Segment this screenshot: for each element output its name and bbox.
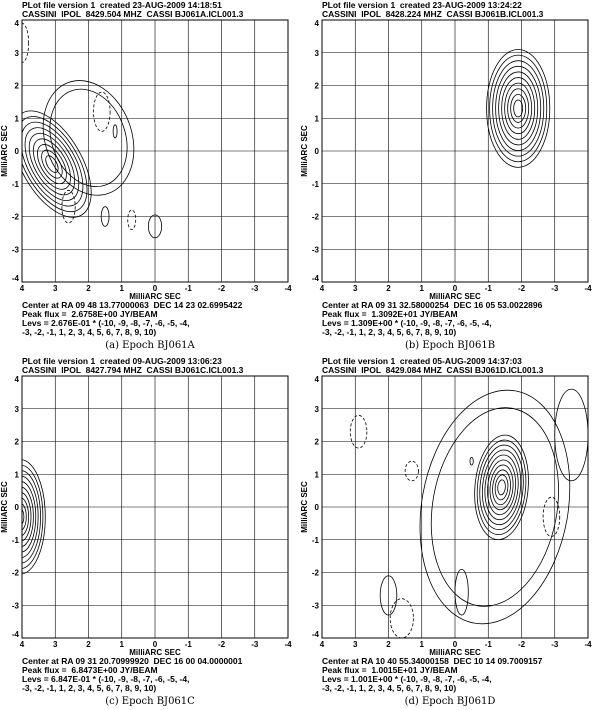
x-tick-label: 0: [152, 284, 158, 293]
plot-header-line2: CASSINI IPOL 8428.224 MHZ CASSI BJ061B.ICL001.3: [322, 9, 544, 19]
x-tick-label: -4: [284, 640, 292, 649]
x-tick-label: 0: [152, 640, 158, 649]
x-tick-label: 1: [419, 284, 424, 293]
contour-plot: [300, 15, 600, 301]
x-axis-label: MilliARC SEC: [429, 292, 481, 301]
x-tick-label: -2: [217, 284, 226, 293]
levels-line2: -3, -2, -1, 1, 2, 3, 4, 5, 6, 7, 8, 9, 10): [322, 327, 457, 337]
levels-line2: -3, -2, -1, 1, 2, 3, 4, 5, 6, 7, 8, 9, 10): [22, 327, 157, 337]
plot-header-line2: CASSINI IPOL 8427.794 MHZ CASSI BJ061C.ICL001.3: [22, 365, 244, 375]
x-tick-label: 0: [452, 284, 458, 293]
center-coords: Center at RA 09 31 32.58000254 DEC 16 05 53.0022896: [322, 300, 543, 310]
x-tick-label: 2: [386, 284, 391, 293]
contour-plot: [0, 371, 300, 657]
x-tick-label: -2: [517, 640, 526, 649]
center-coords: Center at RA 09 31 20.70999920 DEC 16 00 04.0000001: [22, 656, 243, 666]
peak-flux: Peak flux = 1.0015E+01 JY/BEAM: [322, 665, 458, 675]
y-tick-label: 2: [14, 437, 19, 447]
y-tick-label: -1: [11, 535, 19, 545]
y-tick-label: 4: [14, 375, 19, 384]
x-tick-label: -1: [484, 284, 492, 293]
contour-positive: [502, 78, 535, 140]
y-tick-label: 2: [314, 437, 319, 447]
y-axis-label: MilliARC SEC: [300, 125, 309, 177]
plot-header-line2: CASSINI IPOL 8429.084 MHZ CASSI BJ061D.ICL001.3: [322, 365, 544, 375]
contours: [350, 378, 588, 638]
contour-negative: [405, 461, 418, 481]
contour-positive: [10, 492, 31, 541]
contour-positive: [488, 464, 515, 511]
plot-header-line1: PLot file version 1 created 05-AUG-2009 14:37:03: [322, 356, 522, 366]
contour-positive: [487, 49, 550, 167]
plot-header-line1: PLot file version 1 created 23-AUG-2009 13:24:22: [322, 0, 522, 10]
plot-header-line1: PLot file version 1 created 09-AUG-2009 13:06:23: [22, 356, 222, 366]
x-axis-label: MilliARC SEC: [429, 648, 481, 657]
x-tick-label: 3: [53, 640, 58, 649]
subcaption: (d) Epoch BJ061D: [404, 696, 496, 707]
y-tick-label: 2: [14, 81, 19, 91]
y-tick-label: -3: [11, 245, 19, 255]
y-tick-label: 3: [14, 48, 19, 58]
x-tick-label: -3: [251, 640, 259, 649]
contour-positive: [26, 133, 78, 196]
x-tick-label: 1: [419, 640, 424, 649]
contour-positive: [43, 154, 60, 175]
y-tick-label: -2: [11, 568, 19, 578]
x-tick-label: -4: [284, 284, 292, 293]
y-tick-label: -3: [11, 601, 19, 611]
x-axis-label: MilliARC SEC: [129, 648, 181, 657]
y-tick-label: 4: [314, 19, 319, 28]
x-tick-label: -4: [584, 284, 592, 293]
contour-positive: [493, 61, 544, 156]
y-tick-label: 3: [14, 404, 19, 414]
y-axis-label: MilliARC SEC: [0, 125, 9, 177]
contour-positive: [494, 474, 509, 500]
plot-info: [22, 301, 242, 337]
contour-negative: [350, 415, 367, 448]
x-tick-label: 2: [86, 640, 91, 649]
plot-info: [322, 301, 542, 337]
contour-positive: [470, 457, 473, 465]
contour-plot: [300, 371, 600, 657]
y-tick-label: -4: [11, 630, 19, 639]
peak-flux: Peak flux = 2.6758E+00 JY/BEAM: [22, 309, 158, 319]
x-tick-label: -1: [184, 284, 192, 293]
center-coords: Center at RA 10 40 55.34000158 DEC 10 14 09.7009157: [322, 656, 543, 666]
panel-b: [300, 0, 600, 354]
x-axis-label: MilliARC SEC: [129, 292, 181, 301]
x-tick-label: 3: [353, 284, 358, 293]
y-tick-label: 1: [14, 470, 19, 480]
y-tick-label: 4: [314, 375, 319, 384]
subcaption: (c) Epoch BJ061C: [105, 696, 195, 707]
plot-header-line2: CASSINI IPOL 8429.504 MHZ CASSI BJ061A.ICL001.3: [22, 9, 244, 19]
x-tick-label: -3: [551, 640, 559, 649]
contour-negative: [93, 92, 110, 131]
contours: [487, 49, 550, 167]
subcaption: (b) Epoch BJ061B: [404, 340, 496, 351]
contour-positive: [37, 147, 66, 182]
contour-positive: [496, 66, 541, 150]
y-tick-label: -2: [11, 212, 19, 222]
contour-positive: [113, 125, 117, 138]
panel-a: [0, 0, 300, 354]
y-tick-label: -4: [311, 274, 319, 283]
x-tick-label: -3: [251, 284, 259, 293]
x-tick-label: 4: [19, 640, 25, 649]
y-tick-label: 4: [14, 19, 19, 28]
x-tick-label: 3: [353, 640, 358, 649]
x-tick-label: 2: [386, 640, 391, 649]
x-tick-label: -2: [517, 284, 526, 293]
x-tick-label: 4: [319, 640, 325, 649]
x-tick-label: 1: [119, 640, 124, 649]
contour-positive: [8, 112, 95, 216]
x-tick-label: -2: [217, 640, 226, 649]
y-tick-label: 0: [314, 147, 319, 156]
contour-plot: [0, 15, 300, 301]
x-tick-label: 4: [19, 284, 25, 293]
x-tick-label: 0: [452, 640, 458, 649]
levels-line1: Levs = 1.309E+00 * (-10, -9, -8, -7, -6, -5, -4,: [322, 318, 492, 328]
contours: [0, 23, 162, 238]
y-axis-label: MilliARC SEC: [0, 481, 9, 533]
x-tick-label: -1: [184, 640, 192, 649]
y-tick-label: -2: [311, 568, 319, 578]
y-tick-label: 0: [14, 503, 19, 512]
plot-info: [22, 657, 242, 693]
y-tick-label: -4: [311, 630, 319, 639]
y-tick-label: -1: [311, 179, 319, 189]
contour-positive: [476, 443, 526, 531]
peak-flux: Peak flux = 6.8473E+00 JY/BEAM: [22, 665, 158, 675]
y-tick-label: -1: [311, 535, 319, 545]
y-tick-label: 2: [314, 81, 319, 91]
contour-positive: [490, 55, 547, 162]
y-tick-label: 3: [314, 404, 319, 414]
levels-line2: -3, -2, -1, 1, 2, 3, 4, 5, 6, 7, 8, 9, 10): [322, 683, 457, 693]
levels-line1: Levs = 6.847E-01 * (-10, -9, -8, -7, -6, -5, -4,: [22, 674, 190, 684]
levels-line2: -3, -2, -1, 1, 2, 3, 4, 5, 6, 7, 8, 9, 10): [22, 683, 157, 693]
contour-positive: [555, 389, 588, 481]
x-tick-label: -3: [551, 284, 559, 293]
x-tick-label: 1: [119, 284, 124, 293]
y-tick-label: -3: [311, 245, 319, 255]
contour-positive: [455, 569, 468, 615]
y-axis-label: MilliARC SEC: [300, 481, 309, 533]
levels-line1: Levs = 1.001E+00 * (-10, -9, -8, -7, -6, -5, -4,: [322, 674, 492, 684]
contour-negative: [390, 599, 413, 638]
y-tick-label: 1: [314, 470, 319, 480]
peak-flux: Peak flux = 1.3092E+01 JY/BEAM: [322, 309, 458, 319]
y-tick-label: 1: [314, 114, 319, 124]
x-tick-label: -1: [484, 640, 492, 649]
x-tick-label: 4: [319, 284, 325, 293]
center-coords: Center at RA 09 48 13.77000063 DEC 14 23 02.6995422: [22, 300, 243, 310]
y-tick-label: 1: [14, 114, 19, 124]
contour-positive: [505, 83, 532, 134]
plot-header-line1: PLot file version 1 created 23-AUG-2009 14:18:51: [22, 0, 222, 10]
y-tick-label: -1: [11, 179, 19, 189]
y-tick-label: -2: [311, 212, 319, 222]
contour-negative: [543, 497, 560, 536]
x-tick-label: 2: [86, 284, 91, 293]
panel-c: [0, 356, 300, 710]
x-tick-label: 3: [53, 284, 58, 293]
x-tick-label: -4: [584, 640, 592, 649]
contour-negative: [128, 210, 136, 230]
plot-info: [322, 657, 542, 693]
panel-d: [300, 356, 600, 710]
y-tick-label: -3: [311, 601, 319, 611]
contour-positive: [497, 480, 506, 496]
y-tick-label: 0: [14, 147, 19, 156]
y-tick-label: 0: [314, 503, 319, 512]
subcaption: (a) Epoch BJ061A: [105, 340, 195, 351]
y-tick-label: -4: [11, 274, 19, 283]
y-tick-label: 3: [314, 48, 319, 58]
levels-line1: Levs = 2.676E-01 * (-10, -9, -8, -7, -6, -5, -4,: [22, 318, 190, 328]
